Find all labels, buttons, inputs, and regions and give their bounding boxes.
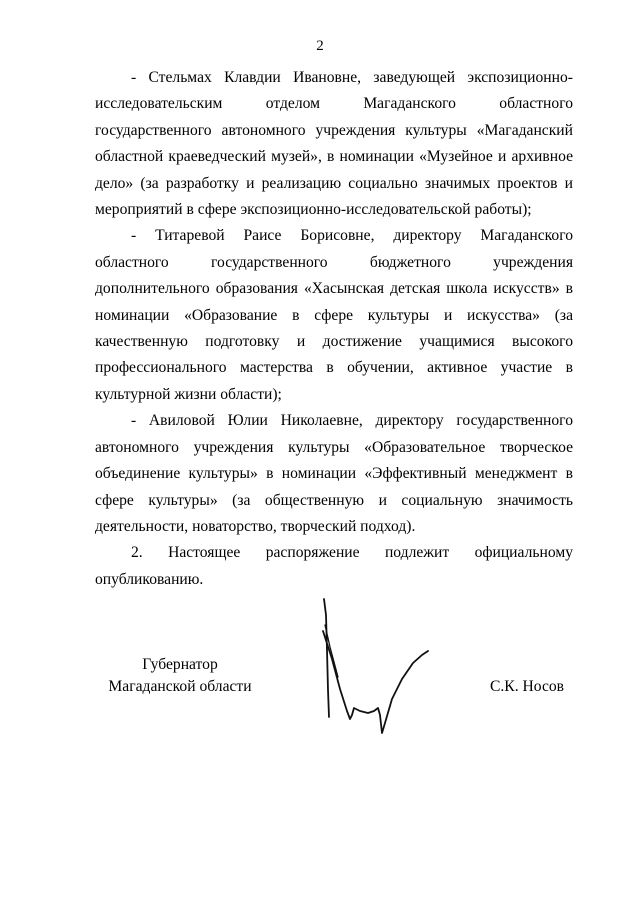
page-number: 2: [316, 38, 324, 54]
award-item-titareva: - Титаревой Раисе Борисовне, директору Магаданского областного государственного бюджетного учреждения дополнительного образования «Хасынская детская школа искусств» в номинации «Образование в сфере культуры и искусства» (за качественную подготовку и достижение учащимися высокого профессионального мастерства в обучении, активное участие в культурной жизни области);: [95, 227, 573, 403]
signatory-name: С.К. Носов: [490, 678, 565, 695]
signatory-position: Губернатор: [142, 656, 218, 673]
award-item-avilova: - Авиловой Юлии Николаевне, директору государственного автономного учреждения культуры «Образовательное творческое объединение культуры» в номинации «Эффективный менеджмент в сфере культуры» (за общественную и социальную значимость деятельности, новаторство, творческий подход).: [95, 412, 573, 535]
document-body: [95, 65, 573, 593]
handwritten-signature: [310, 595, 450, 745]
award-item-stelmakh: - Стельмах Клавдии Ивановне, заведующей экспозиционно-исследовательским отделом Магаданского областного государственного автономного учреждения культуры «Магаданский областной краеведческий музей», в номинации «Музейное и архивное дело» (за разработку и реализацию социально значимых проектов и мероприятий в сфере экспозиционно-исследовательской работы);: [95, 69, 573, 219]
signatory-region: Магаданской области: [108, 678, 252, 695]
signatory-title: [95, 654, 265, 698]
publication-clause: 2. Настоящее распоряжение подлежит официальному опубликованию.: [95, 544, 573, 588]
